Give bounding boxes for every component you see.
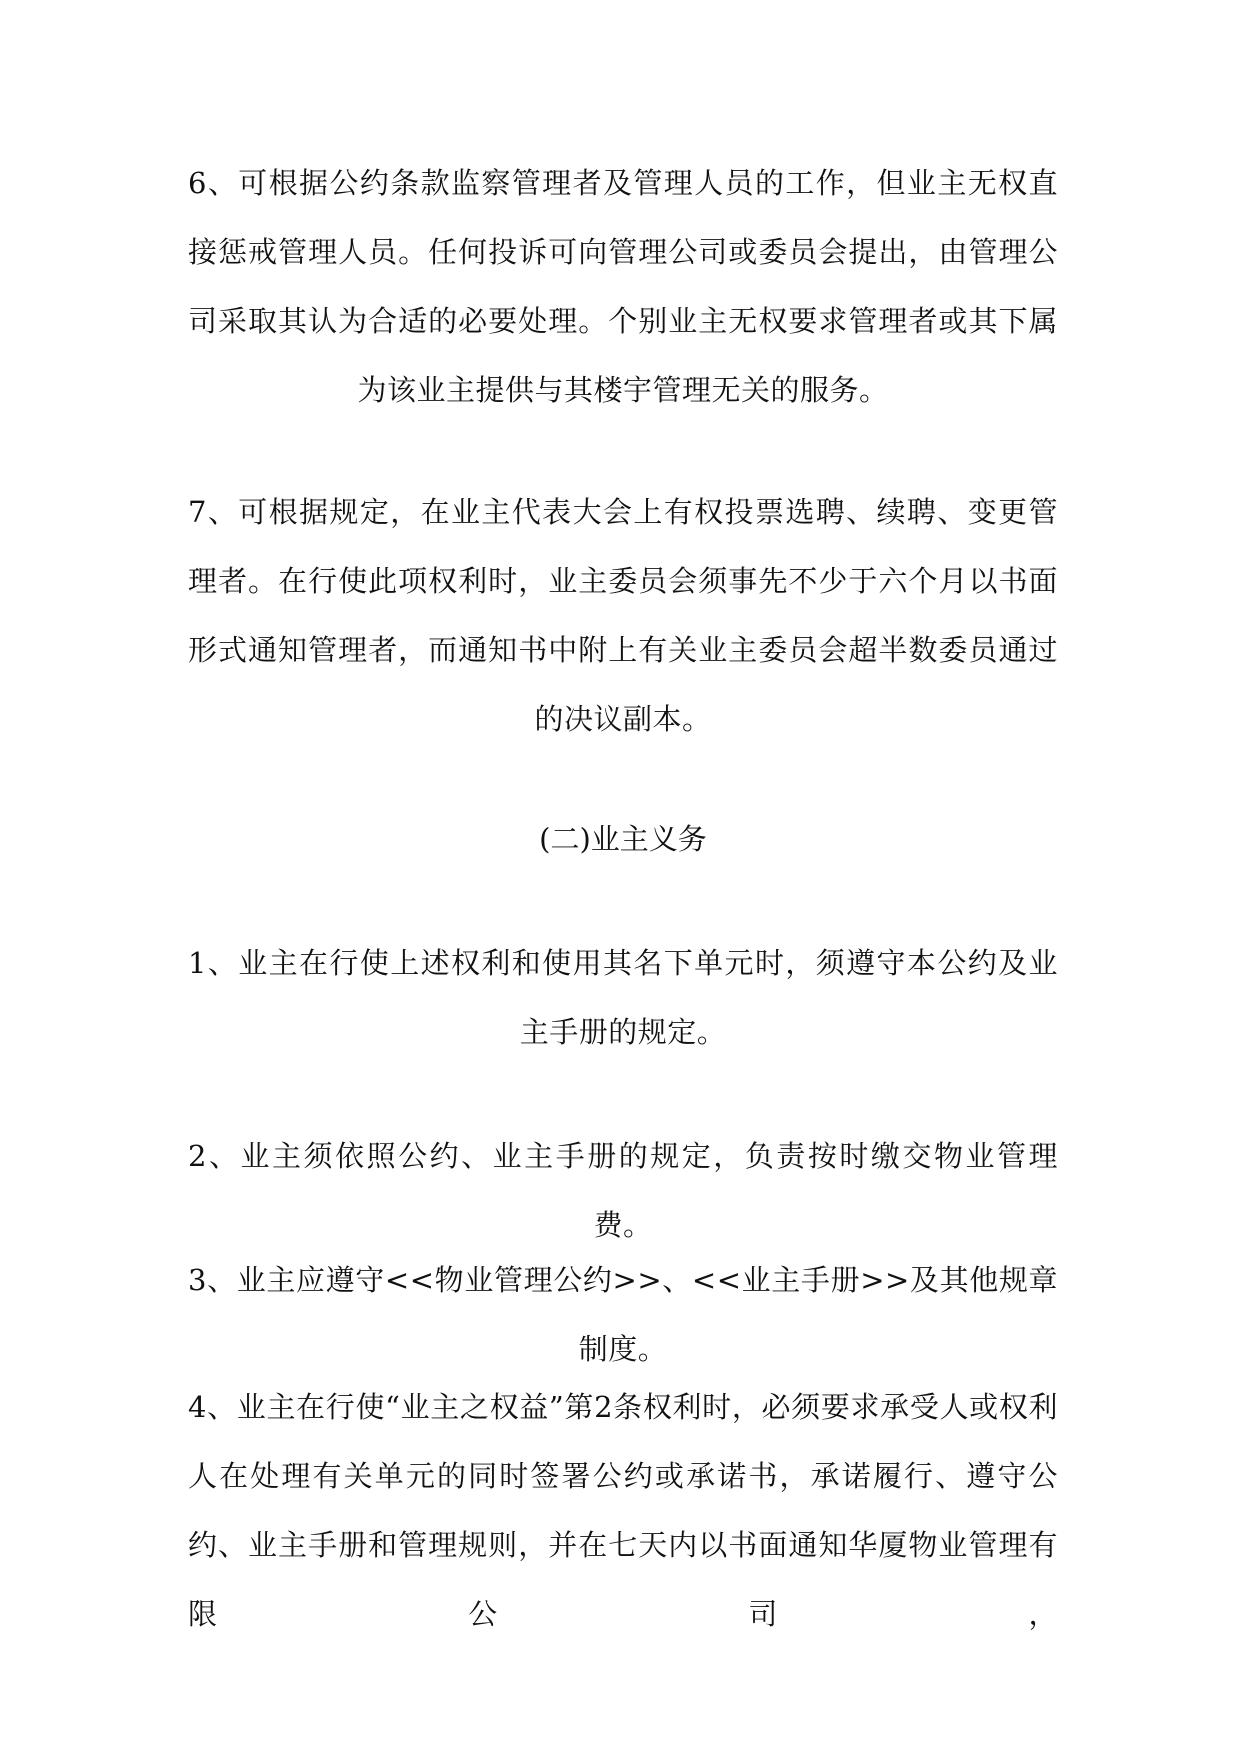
duties-item-4: 4、业主在行使“业主之权益”第2条权利时，必须要求承受人或权利人在处理有关单元的同时签署公约或承诺书，承诺履行、遵守公约、业主手册和管理规则，并在七天内以书面通知华厦物业管理有限公司， [188,1390,1058,1631]
duties-heading: (二)业主义务 [539,822,707,856]
duties-item-2: 2、业主须依照公约、业主手册的规定，负责按时缴交物业管理费。 [188,1139,1058,1242]
duties-item-1: 1、业主在行使上述权利和使用其名下单元时，须遵守本公约及业主手册的规定。 [188,946,1058,1049]
duties-item-3: 3、业主应遵守<<物业管理公约>>、<<业主手册>>及其他规章制度。 [188,1263,1058,1366]
rights-item-7: 7、可根据规定，在业主代表大会上有权投票选聘、续聘、变更管理者。在行使此项权利时，业主委员会须事先不少于六个月以书面形式通知管理者，而通知书中附上有关业主委员会超半数委员通过的决议副本。 [188,495,1058,736]
rights-item-6: 6、可根据公约条款监察管理者及管理人员的工作，但业主无权直接惩戒管理人员。任何投诉可向管理公司或委员会提出，由管理公司采取其认为合适的必要处理。个别业主无权要求管理者或其下属为该业主提供与其楼宇管理无关的服务。 [188,166,1058,407]
